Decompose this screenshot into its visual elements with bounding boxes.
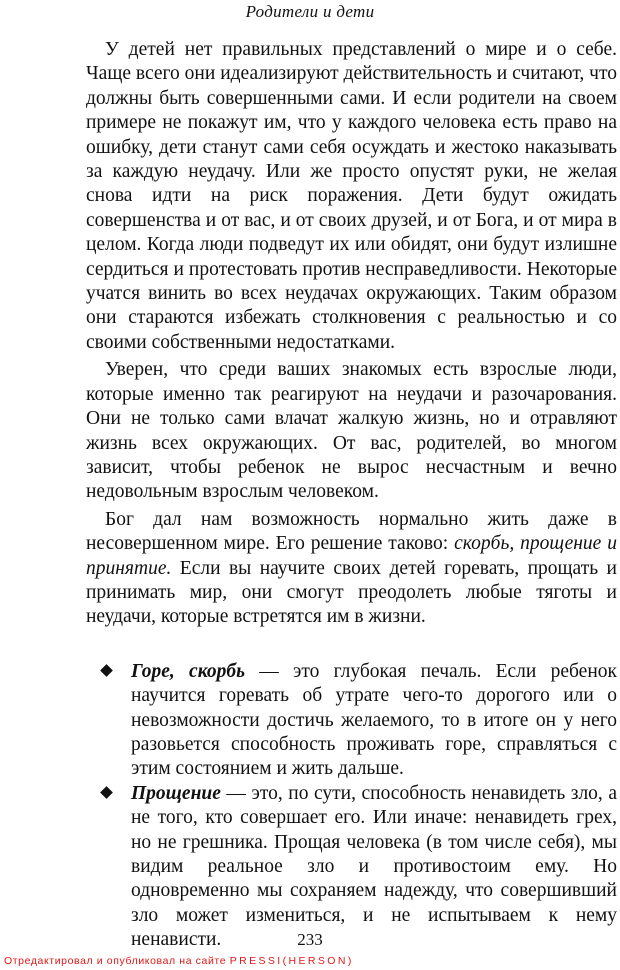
bullet-term: Горе, скорбь xyxy=(131,660,245,682)
paragraph-3-text-before: Бог дал нам возможность нормально жить даже в несовершенном мире. Его решение таково: xyxy=(86,508,617,555)
page-body xyxy=(86,38,617,953)
footer-watermark xyxy=(4,955,354,967)
paragraph-3-text-after: Если вы научите своих детей горевать, прощать и принимать мир, они смогут преодолеть любые тяготы и неудачи, которые встретятся им в жизни. xyxy=(86,557,617,628)
paragraph-1: У детей нет правильных представлений о мире и о себе. Чаще всего они идеализируют действительность и считают, что должны быть совершенными сами. И если родители на своем примере не покажут им, что у каждого человека есть право на ошибку, дети станут сами себя осуждать и жестоко наказывать за каждую неудачу. Или же просто опустят руки, не желая снова идти на риск поражения. Дети будут ожидать совершенства и от вас, и от своих друзей, и от Бога, и от мира в целом. Когда люди подведут их или обидят, они будут излишне сердиться и протестовать против несправедливости. Некоторые учатся винить во всех неудачах окружающих. Таким образом они стараются избежать столкновения с реальностью и со своими собственными недостатками. xyxy=(86,39,617,353)
paragraph-3-emphasis: скорбь, прощение и принятие. xyxy=(86,533,617,579)
diamond-bullet-icon xyxy=(100,786,113,799)
paragraph-2: Уверен, что среди ваших знакомых есть взрослые люди, которые именно так реагируют на неудачи и разочарования. Они не только сами влачат жалкую жизнь, но и отравляют жизнь всех окружающих. От вас, родителей, во многом зависит, чтобы ребенок не вырос несчастным и вечно недовольным взрослым человеком. xyxy=(86,359,617,503)
footer-text: Отредактировал и опубликовал на сайте xyxy=(4,955,227,967)
bullet-text: — это глубокая печаль. Если ребенок научится горевать об утрате чего-то дорогого или о невозможности достичь желаемого, то в итоге он у него разовьется способность проживать горе, справляться с этим состоянием и жить дальше. xyxy=(131,660,617,780)
page-number: 233 xyxy=(297,930,323,949)
paragraph-3 xyxy=(86,508,617,630)
diamond-bullet-icon xyxy=(100,664,113,677)
bullet-list xyxy=(86,660,617,953)
footer-brand: PRESSI(HERSON) xyxy=(229,955,354,967)
bullet-item-grief xyxy=(131,660,617,782)
bullet-text: — это, по сути, способность ненавидеть зло, а не того, кто совершает его. Или иначе: ненавидеть грех, но не грешника. Прощая человека (в том числе себя), мы видим реальное зло и противостоим ему. Но одновременно мы сохраняем надежду, что совершивший зло может измениться, и не испытываем к нему ненависти. xyxy=(131,782,617,951)
running-head: Родители и дети xyxy=(245,2,375,21)
bullet-item-forgiveness xyxy=(131,782,617,953)
bullet-term: Прощение xyxy=(131,782,221,804)
